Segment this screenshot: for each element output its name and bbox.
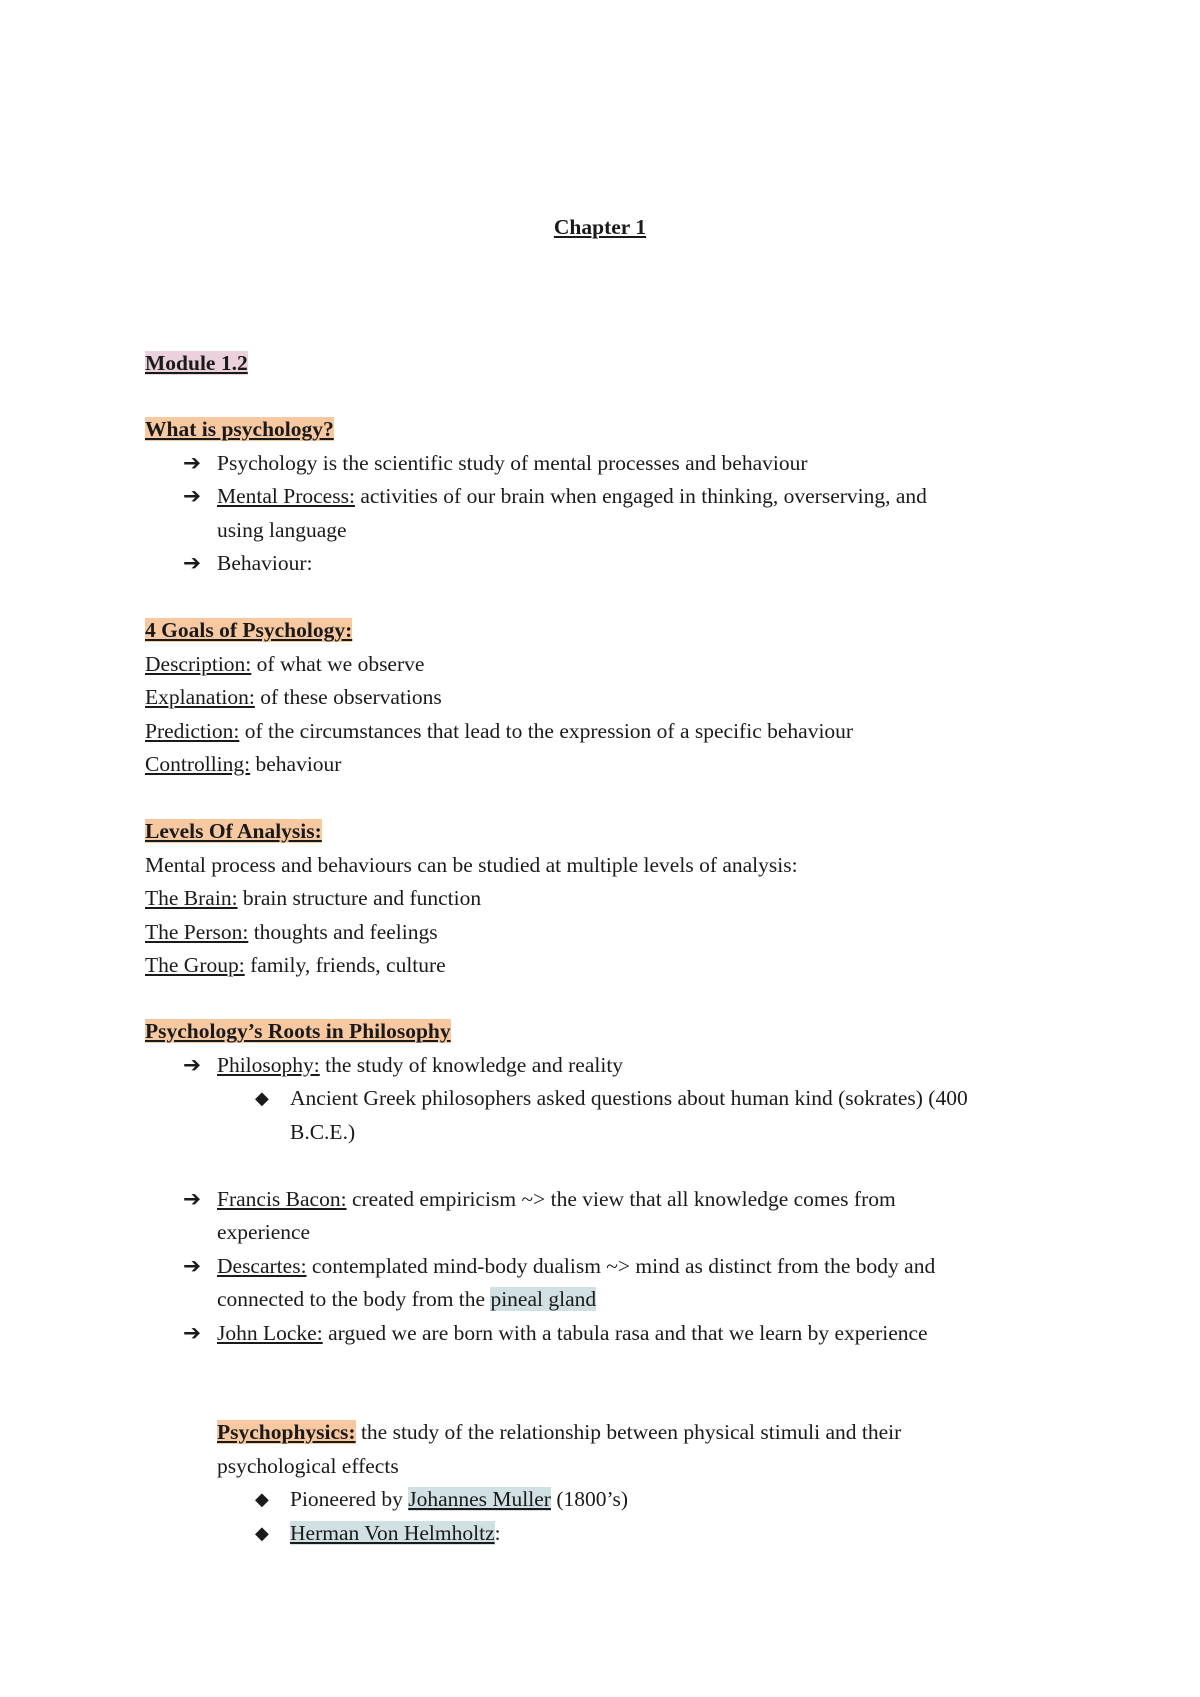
section-levels-of-analysis	[145, 815, 798, 983]
term: John Locke:	[217, 1320, 323, 1345]
psychophysics-line	[217, 1416, 901, 1450]
diamond-bullet-icon: ◆	[255, 1088, 269, 1108]
intro-text: Mental process and behaviours can be studied at multiple levels of analysis:	[145, 852, 798, 877]
list-item-text: Behaviour:	[217, 551, 313, 575]
module-heading-block	[145, 347, 248, 381]
continuation-text: connected to the body from the	[217, 1287, 491, 1311]
term: Controlling:	[145, 752, 251, 776]
sub-item-suffix: :	[494, 1520, 501, 1545]
term: Mental Process:	[217, 484, 355, 508]
arrow-bullet-icon: ➔	[183, 450, 202, 475]
arrow-bullet-icon: ➔	[183, 1253, 202, 1278]
definition: the study of the relationship between physical stimuli and their	[355, 1420, 902, 1444]
list-item-text-continued	[217, 1283, 596, 1317]
section-roots-in-philosophy	[145, 1015, 968, 1350]
list-item-text-continued: using language	[217, 517, 347, 542]
sub-item-prefix: Pioneered by	[290, 1487, 409, 1511]
highlighted-name: Herman Von Helmholtz	[290, 1520, 495, 1545]
term: Francis Bacon:	[217, 1186, 347, 1211]
chapter-title: Chapter 1	[553, 215, 647, 239]
definition-continued: psychological effects	[217, 1453, 399, 1478]
definition: behaviour	[250, 752, 342, 776]
term: Prediction:	[145, 718, 240, 743]
definition: the study of knowledge and reality	[319, 1052, 624, 1077]
sub-item-text	[290, 1517, 501, 1551]
definition: of the circumstances that lead to the expression of a specific behaviour	[239, 718, 854, 743]
list-item-text	[217, 1049, 623, 1083]
arrow-bullet-icon: ➔	[183, 484, 202, 508]
sub-item-suffix: (1800’s)	[550, 1487, 628, 1511]
list-item-text	[217, 1250, 935, 1284]
term: Descartes:	[217, 1253, 307, 1278]
diamond-bullet-icon: ◆	[255, 1522, 269, 1543]
list-item-text: Psychology is the scientific study of mental processes and behaviour	[217, 450, 808, 475]
term: Philosophy:	[217, 1052, 320, 1077]
section-heading: 4 Goals of Psychology:	[145, 618, 353, 642]
definition: activities of our brain when engaged in thinking, overserving, and	[354, 484, 927, 508]
arrow-bullet-icon: ➔	[183, 1186, 202, 1211]
sub-item-text: Ancient Greek philosophers asked questions about human kind (sokrates) (400	[290, 1086, 968, 1110]
definition: thoughts and feelings	[248, 919, 438, 944]
module-heading: Module 1.2	[145, 351, 248, 375]
term: Description:	[145, 651, 252, 676]
term: The Group:	[145, 953, 245, 977]
arrow-bullet-icon: ➔	[183, 1052, 202, 1077]
definition: family, friends, culture	[244, 953, 446, 977]
definition: of what we observe	[251, 651, 425, 676]
sub-item-text-continued: B.C.E.)	[290, 1119, 356, 1144]
arrow-bullet-icon: ➔	[183, 551, 202, 575]
definition: argued we are born with a tabula rasa and that we learn by experience	[322, 1320, 928, 1345]
arrow-bullet-icon: ➔	[183, 1320, 202, 1345]
definition: created empiricism ~> the view that all knowledge comes from	[346, 1186, 896, 1211]
highlighted-term: pineal gland	[490, 1287, 597, 1311]
diamond-bullet-icon: ◆	[255, 1489, 269, 1509]
term: Explanation:	[145, 685, 255, 709]
definition: contemplated mind-body dualism ~> mind as distinct from the body and	[306, 1253, 936, 1278]
definition: of these observations	[254, 685, 442, 709]
section-heading: Levels Of Analysis:	[145, 819, 322, 843]
list-item-text	[217, 1317, 928, 1351]
highlighted-name: Johannes Muller	[408, 1487, 551, 1511]
term: The Brain:	[145, 886, 238, 910]
term: The Person:	[145, 919, 249, 944]
section-goals	[145, 614, 853, 782]
definition: brain structure and function	[237, 886, 482, 910]
list-item-text	[217, 1183, 896, 1217]
sub-item-text	[290, 1483, 628, 1517]
section-heading: What is psychology?	[145, 417, 334, 441]
section-heading: Psychology’s Roots in Philosophy	[145, 1019, 451, 1043]
list-item-text	[217, 480, 927, 514]
term: Psychophysics:	[217, 1420, 356, 1444]
section-what-is-psychology	[145, 413, 927, 581]
list-item-text-continued: experience	[217, 1220, 311, 1244]
